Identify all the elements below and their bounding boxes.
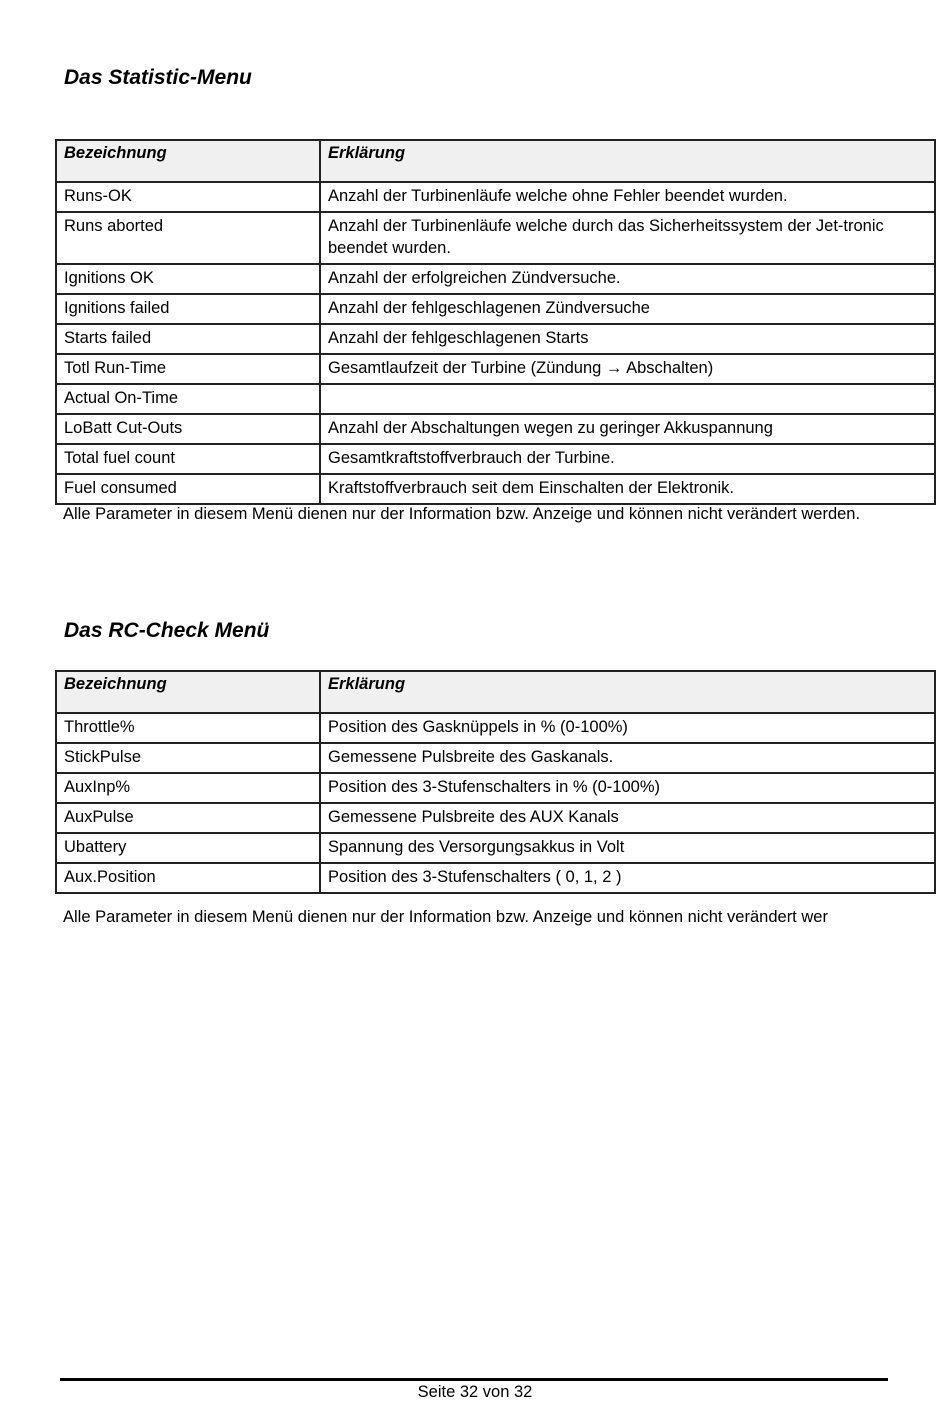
row-description: Gemessene Pulsbreite des AUX Kanals	[320, 803, 935, 833]
row-description: Gesamtkraftstoffverbrauch der Turbine.	[320, 444, 935, 474]
row-description: Anzahl der fehlgeschlagenen Starts	[320, 324, 935, 354]
row-description: Gemessene Pulsbreite des Gaskanals.	[320, 743, 935, 773]
table-row	[56, 863, 935, 893]
page-number: Seite 32 von 32	[417, 1383, 533, 1401]
rc-check-table	[55, 670, 936, 894]
table-row	[56, 384, 935, 414]
row-description: Anzahl der Turbinenläufe welche ohne Fehler beendet wurden.	[320, 182, 935, 212]
row-name: Ignitions failed	[56, 294, 320, 324]
row-name: Actual On-Time	[56, 384, 320, 414]
row-name: Runs-OK	[56, 182, 320, 212]
row-name: StickPulse	[56, 743, 320, 773]
row-name: Ignitions OK	[56, 264, 320, 294]
row-description: Position des Gasknüppels in % (0-100%)	[320, 713, 935, 743]
header-erklaerung: Erklärung	[320, 140, 935, 182]
header-erklaerung: Erklärung	[320, 671, 935, 713]
rc-check-menu-title: Das RC-Check Menü	[64, 619, 270, 642]
row-name: Starts failed	[56, 324, 320, 354]
table-row	[56, 474, 935, 504]
row-description: Kraftstoffverbrauch seit dem Einschalten der Elektronik.	[320, 474, 935, 504]
statistic-table	[55, 139, 936, 505]
row-description: Anzahl der Turbinenläufe welche durch das Sicherheitssystem der Jet-tronic beendet wurden.	[320, 212, 935, 264]
statistic-note: Alle Parameter in diesem Menü dienen nur der Information bzw. Anzeige und können nicht verändert werden.	[63, 505, 861, 523]
table-row	[56, 743, 935, 773]
table-row	[56, 212, 935, 264]
table-row	[56, 414, 935, 444]
row-description: Position des 3-Stufenschalters ( 0, 1, 2 )	[320, 863, 935, 893]
table-row	[56, 803, 935, 833]
table-row	[56, 444, 935, 474]
row-description: Gesamtlaufzeit der Turbine (Zündung → Abschalten)	[320, 354, 935, 384]
table-header-row	[56, 140, 935, 182]
row-name: Ubattery	[56, 833, 320, 863]
row-description: Anzahl der fehlgeschlagenen Zündversuche	[320, 294, 935, 324]
row-name: Totl Run-Time	[56, 354, 320, 384]
table-row	[56, 773, 935, 803]
row-name: Fuel consumed	[56, 474, 320, 504]
row-description: Anzahl der erfolgreichen Zündversuche.	[320, 264, 935, 294]
table-row	[56, 324, 935, 354]
row-name: Throttle%	[56, 713, 320, 743]
table-header-row	[56, 671, 935, 713]
table-row	[56, 713, 935, 743]
row-name: AuxPulse	[56, 803, 320, 833]
footer-divider	[60, 1378, 888, 1381]
row-name: LoBatt Cut-Outs	[56, 414, 320, 444]
table-row	[56, 354, 935, 384]
row-name: AuxInp%	[56, 773, 320, 803]
table-row	[56, 294, 935, 324]
row-description	[320, 384, 935, 414]
row-description: Spannung des Versorgungsakkus in Volt	[320, 833, 935, 863]
row-description: Position des 3-Stufenschalters in % (0-100%)	[320, 773, 935, 803]
rc-check-note: Alle Parameter in diesem Menü dienen nur der Information bzw. Anzeige und können nicht verändert wer	[63, 908, 828, 926]
table-row	[56, 182, 935, 212]
row-name: Total fuel count	[56, 444, 320, 474]
row-name: Aux.Position	[56, 863, 320, 893]
table-row	[56, 264, 935, 294]
statistic-menu-title: Das Statistic-Menu	[64, 66, 252, 89]
row-description: Anzahl der Abschaltungen wegen zu geringer Akkuspannung	[320, 414, 935, 444]
header-bezeichnung: Bezeichnung	[56, 140, 320, 182]
row-name: Runs aborted	[56, 212, 320, 264]
header-bezeichnung: Bezeichnung	[56, 671, 320, 713]
table-row	[56, 833, 935, 863]
